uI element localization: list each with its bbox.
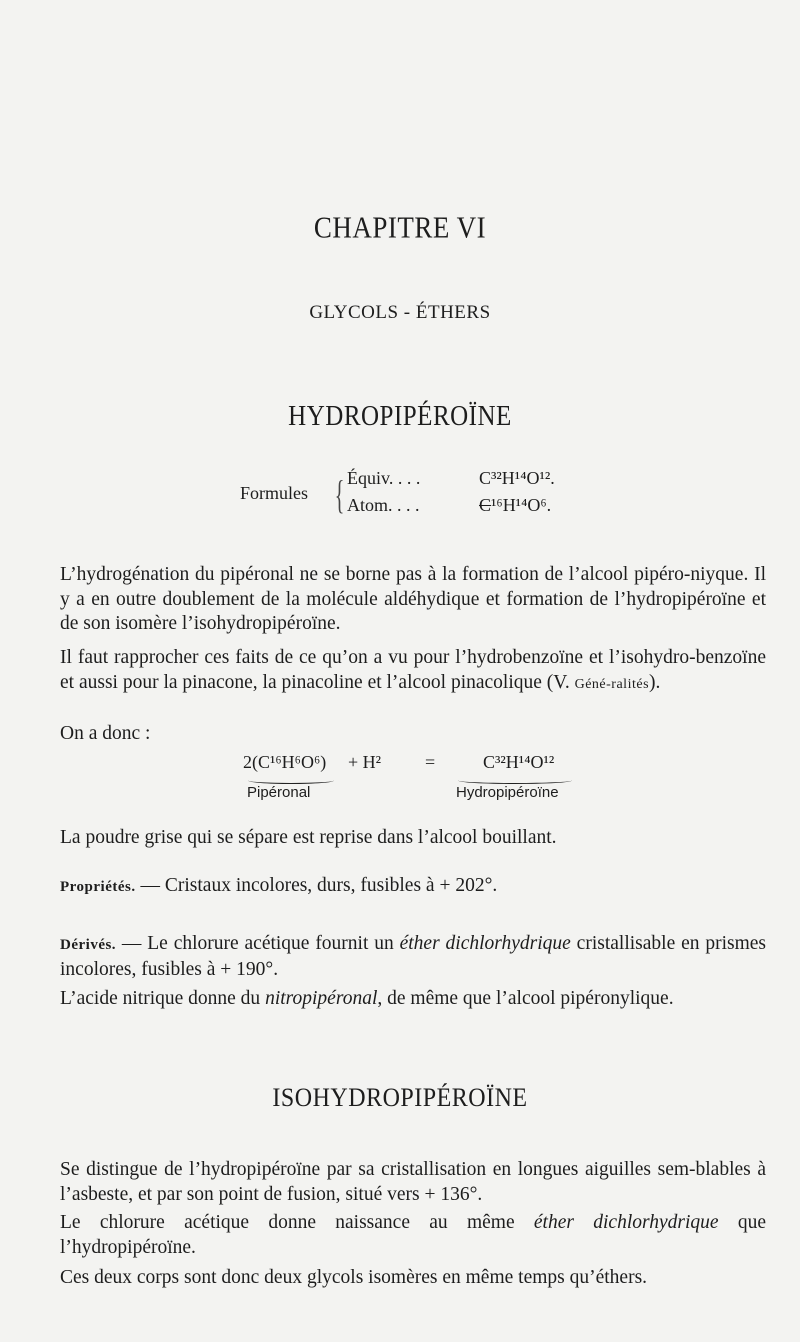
section-title-isohydropiperoine: ISOHYDROPIPÉROÏNE [272,1083,528,1113]
chapter-subtitle: GLYCOLS - ÉTHERS [309,302,491,323]
paragraph-poudre-grise [60,826,766,851]
italic-term: éther dichlorhydrique [533,1212,719,1233]
formula-atom-row [347,495,551,516]
paragraph-text: L’hydrogénation du pipéronal ne se borne pas à la formation de l’alcool pipéro-niyque. Il y a en outre doublement de la molécule aldéhydique et formation de l’hydropipéroïne et de son isomère l’isohydropipéroïne. [60,564,766,634]
brace-glyph: { [334,472,345,517]
formula-equiv-row [347,468,555,489]
paragraph-hydrogenation [60,563,766,637]
paragraph-text: L’acide nitrique donne du [60,988,266,1009]
formula-equiv-value: C³²H¹⁴O¹². [479,468,555,488]
paragraph-ces-deux-corps [60,1266,766,1291]
formula-atom-value: ¹⁶H¹⁴O⁶. [491,495,552,515]
formulas-label: Formules [240,483,309,503]
reaction-equation [0,752,800,812]
paragraph-proprietes [60,874,766,900]
section-title-hydropiperoine: HYDROPIPÉROÏNE [288,401,512,432]
equation-right-label: Hydropipéroïne [456,784,559,801]
paragraph-text: On a donc : [60,723,151,744]
paragraph-text: — Le chlorure acétique fournit un [121,933,400,954]
paragraph-text: Se distingue de l’hydropipéroïne par sa cristallisation en longues aiguilles sem-blables à l’asbeste, et par son point de fusion, situé vers + 136°. [60,1159,766,1205]
paragraph-acide-nitrique [60,987,766,1012]
proprietes-label: Propriétés. [60,879,136,895]
paragraph-text: que l’hydropipéroïne. [60,1212,766,1258]
paragraph-text: , de même que l’alcool pipéronylique. [377,988,674,1009]
paragraph-text: Il faut rapprocher ces faits de ce qu’on a vu pour l’hydrobenzoïne et l’isohydro-benzoïne et aussi pour la pinacone, la pinacoline et l’alcool pinacolique (V. [60,647,766,693]
equation-left: 2(C¹⁶H⁶O⁶) [243,752,327,772]
paragraph-text: cristallisable en prismes incolores, fusibles à + 190°. [60,933,766,980]
italic-term: éther dichlorhydrique [399,933,571,954]
italic-term: nitropipéronal [265,988,378,1009]
equation-equals: = [425,752,436,772]
formula-atom-key: Atom. . . . [347,495,420,515]
equation-right: C³²H¹⁴O¹² [483,752,555,772]
paragraph-derives [60,932,766,982]
paragraph-text: ). [649,671,661,693]
paragraph-rapprocher [60,646,766,697]
paragraph-text: — Cristaux incolores, durs, fusibles à + 202°. [140,875,498,896]
paragraph-text: La poudre grise qui se sépare est reprise dans l’alcool bouillant. [60,827,557,848]
derives-label: Dérivés. [60,937,117,953]
paragraph-se-distingue [60,1158,766,1207]
paragraph-chlorure-acetique [60,1211,766,1260]
paragraph-text: Le chlorure acétique donne naissance au même [60,1212,534,1233]
formula-equiv-key: Équiv. . . . [347,468,421,488]
underbrace-left [248,777,334,784]
small-caps-reference: Géné-ralités [574,676,650,692]
paragraph-on-a-donc [60,722,766,747]
equation-plus: + H² [348,752,382,772]
formula-atom-c: C [479,495,492,515]
paragraph-text: Ces deux corps sont donc deux glycols isomères en même temps qu’éthers. [60,1267,648,1288]
chapter-title: CHAPITRE VI [313,209,487,245]
equation-left-label: Pipéronal [247,784,311,801]
formulas-block [240,468,600,524]
underbrace-right [458,777,572,784]
